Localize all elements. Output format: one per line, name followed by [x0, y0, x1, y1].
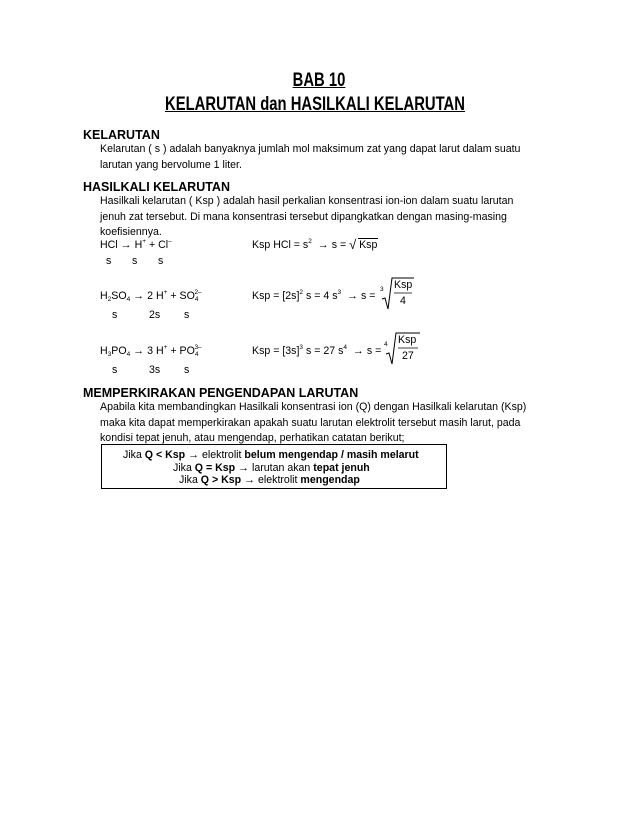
text-line: maka kita dapat memperkirakan apakah suatu larutan elektrolit tersebut masih larut, pada [100, 416, 521, 429]
rule-line: Jika Q = Ksp → larutan akan tepat jenuh [173, 462, 370, 474]
arrow-icon: → [317, 239, 329, 251]
text-line: Apabila kita membandingkan Hasilkali konsentrasi ion (Q) dengan Hasilkali kelarutan (Ksp) [100, 401, 527, 413]
arrow-icon: → [188, 449, 200, 461]
kelarutan-definition [100, 142, 545, 173]
ksp-h3po4: Ksp = $[3s]^3$ s = 27 $s^4 \to s$ = [252, 344, 382, 357]
text-line: jenuh zat tersebut. Di mana konsentrasi tersebut dipangkatkan dengan masing-masing [100, 210, 507, 223]
fourth-root-fraction: 4 Ksp 27 [384, 331, 420, 365]
arrow-icon: → [347, 290, 359, 302]
coefficient-row-h3po4: s 3s s [112, 364, 190, 376]
text-line: kondisi tepat jenuh, atau mengendap, perhatikan catatan berikut; [100, 432, 405, 444]
equation-hcl: HCl → H+ + Cl– [100, 238, 172, 251]
arrow-icon: → [352, 345, 364, 357]
chapter-title: KELARUTAN dan HASILKALI KELARUTAN [165, 94, 465, 115]
square-root: √ Ksp [349, 237, 378, 252]
text-line: larutan yang bervolume 1 liter. [100, 158, 242, 171]
rules-box [101, 444, 447, 489]
ksp-hcl: Ksp HCl = $s^2 \to s$ = √ Ksp [252, 237, 378, 252]
text-line: Hasilkali kelarutan ( Ksp ) adalah hasil perkalian konsentrasi ion-ion dalam suatu larutan [100, 195, 514, 207]
pengendapan-description [100, 400, 560, 447]
section-heading-pengendapan: MEMPERKIRAKAN PENGENDAPAN LARUTAN [83, 386, 359, 400]
arrow-icon: → [133, 290, 145, 302]
coefficient-row-hcl: s s s [106, 255, 164, 267]
arrow-icon: → [238, 462, 250, 474]
arrow-icon: → [133, 345, 145, 357]
coefficient-row-h2so4: s 2s s [112, 309, 190, 321]
rule-line: Jika Q > Ksp → elektrolit mengendap [179, 474, 360, 486]
cube-root-fraction: 3 Ksp 4 [380, 279, 413, 307]
equation-h2so4: $H_2SO_4 \to 2$ $H^+ + SO_4^{2-}$ [100, 289, 202, 303]
equation-h3po4: $H_3PO_4 \to 3$ $H^+ + PO_4^{3-}$ [100, 344, 202, 358]
arrow-icon: → [244, 474, 256, 486]
section-heading-kelarutan: KELARUTAN [83, 128, 160, 142]
section-heading-hasilkali: HASILKALI KELARUTAN [83, 180, 230, 194]
chapter-number: BAB 10 [292, 70, 346, 91]
hasilkali-definition [100, 194, 545, 241]
text-line: Kelarutan ( s ) adalah banyaknya jumlah mol maksimum zat yang dapat larut dalam suatu [100, 143, 521, 155]
text-line: koefisiennya. [100, 226, 162, 238]
arrow-icon: → [120, 239, 132, 251]
rule-line: Jika Q < Ksp → elektrolit belum mengendap / masih melarut [123, 449, 419, 461]
ksp-h2so4: Ksp = $[2s]^2$ s = 4 $s^3 \to s$ = [252, 289, 376, 302]
